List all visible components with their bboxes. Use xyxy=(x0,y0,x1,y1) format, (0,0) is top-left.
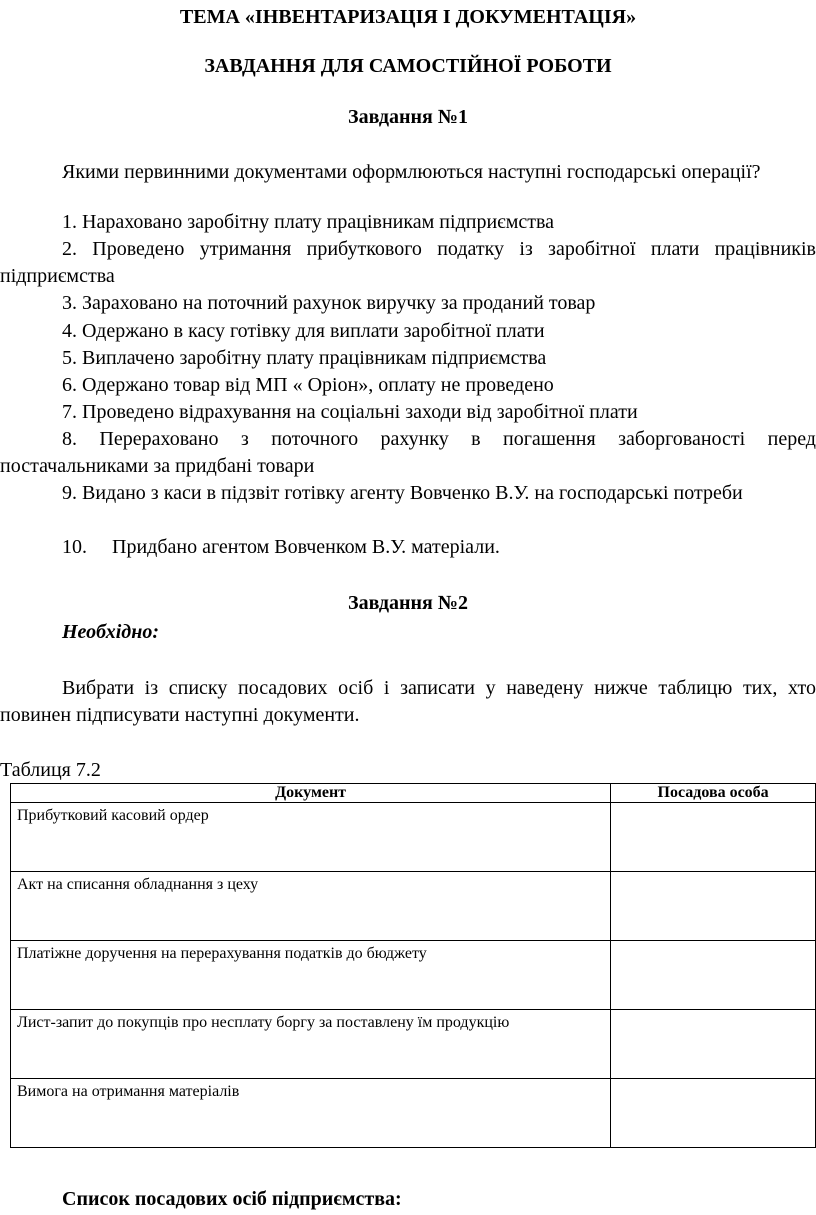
table-row xyxy=(11,1079,816,1148)
column-header-person: Посадова особа xyxy=(611,784,816,803)
document-cell: Лист-запит до покупців про несплату боргу за поставлену їм продукцію xyxy=(11,1010,611,1079)
task2-instruction: Вибрати із списку посадових осіб і записати у наведену нижче таблицю тих, хто повинен підписувати наступні документи. xyxy=(0,677,816,726)
task1-item: 3. Зараховано на поточний рахунок виручку за проданий товар xyxy=(62,292,596,314)
subtitle: ЗАВДАННЯ ДЛЯ САМОСТІЙНОЇ РОБОТИ xyxy=(204,55,612,77)
table-row xyxy=(11,1010,816,1079)
task1-heading: Завдання №1 xyxy=(348,106,468,128)
topic-title: ТЕМА «ІНВЕНТАРИЗАЦІЯ І ДОКУМЕНТАЦІЯ» xyxy=(179,6,637,28)
task1-item: 8. Перераховано з поточного рахунку в погашення заборгованості перед постачальниками за придбані товари xyxy=(0,428,816,477)
task1-item: 2. Проведено утримання прибуткового податку із заробітної плати працівників підприємства xyxy=(0,238,816,287)
table-row xyxy=(11,803,816,872)
table-caption: Таблиця 7.2 xyxy=(0,759,101,781)
document-cell: Платіжне доручення на перерахування податків до бюджету xyxy=(11,941,611,1010)
document-cell: Акт на списання обладнання з цеху xyxy=(11,872,611,941)
person-cell xyxy=(611,1010,816,1079)
task1-question: Якими первинними документами оформлюються наступні господарські операції? xyxy=(62,161,761,183)
table-header-row xyxy=(11,784,816,803)
document-cell: Вимога на отримання матеріалів xyxy=(11,1079,611,1148)
document-cell: Прибутковий касовий ордер xyxy=(11,803,611,872)
person-cell xyxy=(611,941,816,1010)
officials-list-heading: Список посадових осіб підприємства: xyxy=(62,1188,402,1210)
table-row xyxy=(11,872,816,941)
task1-item: 10. Придбано агентом Вовченком В.У. матеріали. xyxy=(62,536,500,558)
task1-item: 1. Нараховано заробітну плату працівникам підприємства xyxy=(62,211,555,233)
table-row xyxy=(11,941,816,1010)
person-cell xyxy=(611,872,816,941)
task1-item: 9. Видано з каси в підзвіт готівку агенту Вовченко В.У. на господарські потреби xyxy=(62,482,743,504)
task2-heading: Завдання №2 xyxy=(348,592,468,614)
task1-item: 7. Проведено відрахування на соціальні заходи від заробітної плати xyxy=(62,401,638,423)
column-header-document: Документ xyxy=(11,784,611,803)
person-cell xyxy=(611,803,816,872)
documents-table xyxy=(10,783,816,1148)
person-cell xyxy=(611,1079,816,1148)
task1-item: 4. Одержано в касу готівку для виплати заробітної плати xyxy=(62,320,545,342)
task1-item: 6. Одержано товар від МП « Оріон», оплату не проведено xyxy=(62,374,554,396)
required-label: Необхідно: xyxy=(62,621,159,643)
task1-item: 5. Виплачено заробітну плату працівникам підприємства xyxy=(62,347,547,369)
